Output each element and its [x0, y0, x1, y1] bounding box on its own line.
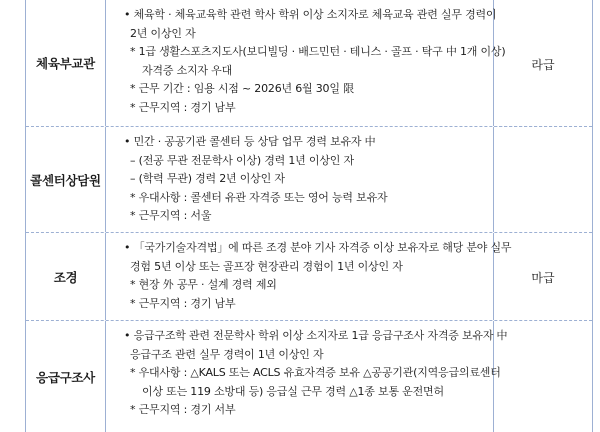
row-title: 조경 — [26, 233, 106, 320]
row-title: 체육부교관 — [26, 0, 106, 126]
desc-line: * 근무지역 : 경기 남부 — [130, 296, 236, 310]
grade-label: 마급 — [531, 271, 555, 285]
desc-line: 응급구조 관련 실무 경력이 1년 이상인 자 — [130, 347, 324, 361]
grade-divider — [494, 126, 592, 127]
desc-line: * 1급 생활스포츠지도사(보디빌딩 · 배드민턴 · 테니스 · 골프 · 탁구 中 1개 이상) — [130, 45, 506, 59]
row-description — [106, 321, 508, 432]
table-row — [26, 232, 592, 320]
grade-cell — [494, 127, 592, 232]
desc-line: 경험 5년 이상 또는 골프장 현장관리 경험이 1년 이상인 자 — [130, 259, 403, 273]
desc-line: * 근무지역 : 경기 서부 — [130, 403, 236, 417]
table-row — [26, 320, 592, 432]
desc-line: * 우대사항 : △KALS 또는 ACLS 유효자격증 보유 △공공기관(지역응급의료센터 — [130, 366, 501, 380]
desc-line: 자격증 소지자 우대 — [142, 63, 233, 77]
desc-line: * 현장 外 공무 · 설계 경력 제외 — [130, 278, 277, 292]
grade-cell — [494, 0, 592, 126]
row-title: 콜센터상담원 — [26, 127, 106, 232]
grade-label: 라급 — [531, 58, 555, 72]
row-description — [106, 233, 512, 320]
row-description — [106, 0, 506, 126]
table-row — [26, 0, 592, 126]
desc-line: • 체육학 · 체육교육학 관련 학사 학위 이상 소지자로 체육교육 관련 실무 경력이 — [124, 8, 497, 21]
desc-line: • 「국가기술자격법」에 따른 조경 분야 기사 자격증 이상 보유자로 해당 분야 실무 — [124, 241, 512, 254]
desc-line: 이상 또는 119 소방대 등) 응급실 근무 경력 △1종 보통 운전면허 — [142, 384, 444, 398]
grade-cell — [494, 233, 592, 320]
row-title: 응급구조사 — [26, 321, 106, 432]
desc-line: * 근무지역 : 서울 — [130, 209, 212, 223]
desc-line: * 근무지역 : 경기 남부 — [130, 100, 236, 114]
desc-line: * 근무 기간 : 임용 시점 ~ 2026년 6월 30일 限 — [130, 82, 354, 96]
desc-line: – (학력 무관) 경력 2년 이상인 자 — [130, 172, 285, 186]
desc-line: * 우대사항 : 콜센터 유관 자격증 또는 영어 능력 보유자 — [130, 190, 388, 204]
job-table — [25, 0, 593, 432]
grade-cell — [494, 321, 592, 432]
desc-line: • 민간 · 공공기관 콜센터 등 상담 업무 경력 보유자 中 — [124, 135, 376, 148]
desc-line: 2년 이상인 자 — [130, 26, 196, 40]
desc-line: • 응급구조학 관련 전문학사 학위 이상 소지자로 1급 응급구조사 자격증 보유자 中 — [124, 329, 508, 342]
table-row — [26, 126, 592, 232]
row-description — [106, 127, 494, 232]
desc-line: – (전공 무관 전문학사 이상) 경력 1년 이상인 자 — [130, 153, 354, 167]
